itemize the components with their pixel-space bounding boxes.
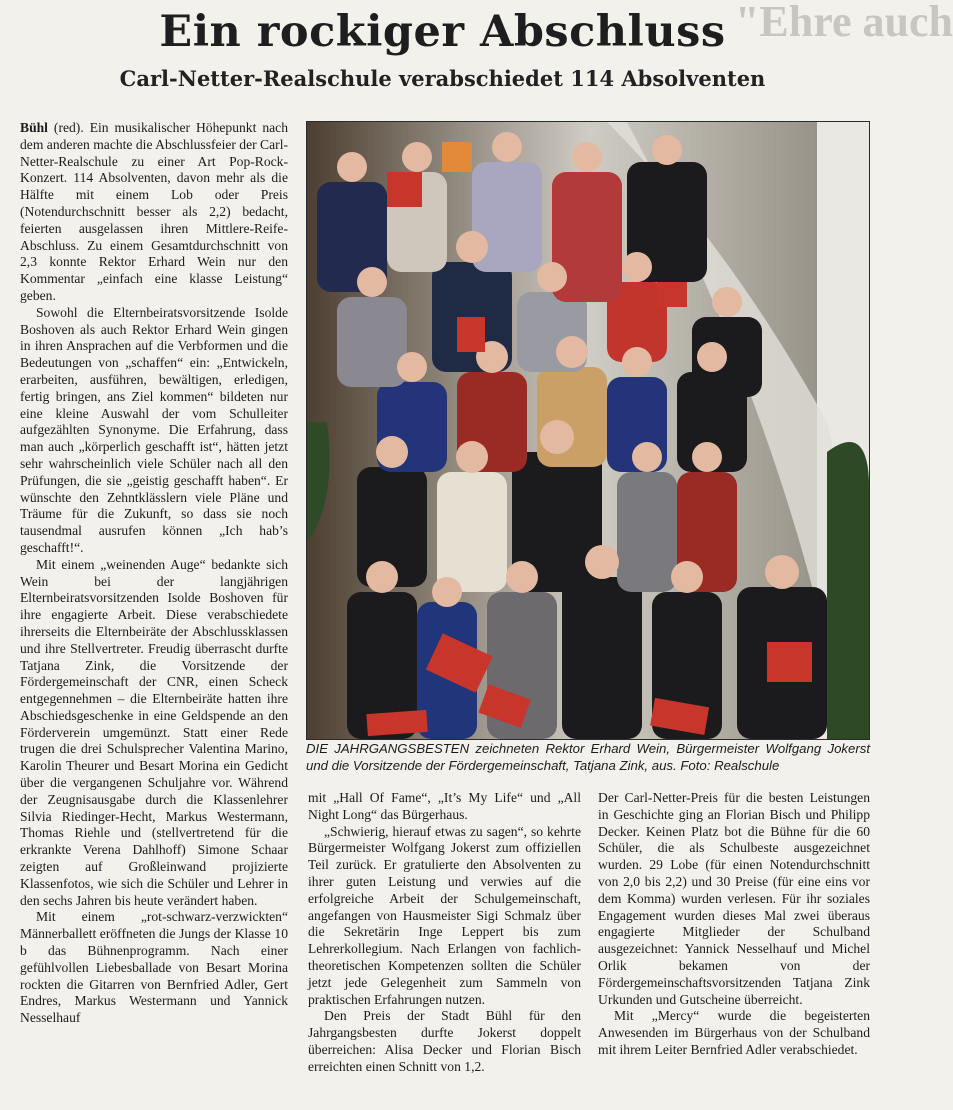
article-column-2 xyxy=(308,790,581,1076)
article-column-3 xyxy=(598,790,870,1059)
photo-credit: Foto: Realschule xyxy=(676,757,780,773)
photo-caption xyxy=(306,741,870,774)
paragraph-9: Mit „Mercy“ wurde die begeisterten Anwesenden im Bürgerhaus von der Schulband mit ihrem Leiter Bernfried Adler verabschiedet. xyxy=(598,1008,870,1057)
paragraph-8: Der Carl-Netter-Preis für die besten Leistungen in Geschichte ging an Florian Bisch und Philipp Decker. Keinen Platz bot die Bühne für die 60 Schüler, die als Schulbeste ausgezeichnet wurden. 29 Lobe (für einen Notendurchschnitt von 2,0 bis 2,2) und 30 Preise (für eine eins vor dem Komma) wurden verlesen. Für ihr soziales Engagement wurden dieses Mal zwei überaus engagierte Mitglieder der Schulband ausgezeichnet: Yannick Nesselhauf und Michel Orlik bekamen von der Fördergemeinschaftsvorsitzenden Tatjana Zink Urkunden und Gutscheine überreicht. xyxy=(598,790,870,1007)
group-photo-illustration xyxy=(307,122,869,739)
headline: Ein rockiger Abschluss xyxy=(159,7,726,57)
paragraph-4: Mit einem „rot-schwarz-verzwickten“ Männerballett eröffneten die Jungs der Klasse 10 b das Bühnenprogramm. Nach einer gefühlvollen Liebesballade von Besart Morina rockten die Gitarren von Bernfried Adler, Gert Endres, Markus Westermann und Yannick Nesselhauf xyxy=(20,909,288,1026)
caption-lead: DIE JAHRGANGSBESTEN xyxy=(306,741,470,756)
paragraph-6: „Schwierig, hierauf etwas zu sagen“, so kehrte Bürgermeister Wolfgang Jokerst zum offiziellen Teil zurück. Er gratulierte den Absolventen zu ihrer guten Leistung und verwies auf die erfolgreiche Arbeit der Schulgemeinschaft, angefangen von Hausmeister Sigi Schmalz über die Sekretärin Inge Leppert bis zum Lehrerkollegium. Nach Erlangen von fachlich-theoretischen Kompetenzen sollten die Schüler jetzt jede Gelegenheit zum Sammeln von praktischen Erfahrungen nutzen. xyxy=(308,823,581,1007)
group-photo xyxy=(306,121,870,740)
paragraph-2: Sowohl die Elternbeiratsvorsitzende Isolde Boshoven als auch Rektor Erhard Wein gingen in ihren Ansprachen auf die Verbformen und die Bedeutungen von „schaffen“ ein: „Entwickeln, erarbeiten, ausführen, bewältigen, erledigen, fertig bringen, ans Ziel kommen“ bildeten nur eine kleine Auswahl der vom Schulleiter aufgezählten Synonyme. Die Erfahrung, dass man auch „körperlich geschafft ist“, hätten jetzt sehr wahrscheinlich viele Schüler nach all den Prüfungen, die sie „geistig geschafft haben“. Er wünschte den Zehntklässlern viele Pläne und Träume für die Zukunft, so dass sie noch tausendmal ausrufen können „Ich hab’s geschafft!“. xyxy=(20,304,288,555)
paragraph-3: Mit einem „weinenden Auge“ bedankte sich Wein bei der langjährigen Elternbeiratsvorsitzenden Isolde Boshoven für ihre engagierte Arbeit. Diese verabschiedete ihrerseits die Elternbeiräte der Abschlussklassen und ihre Stellvertreter. Freudig überrascht durfte Tatjana Zink, die Vorsitzende der Fördergemeinschaft der CNR, einen Scheck entgegennehmen – die Elternbeiräte hatten ihre Abschiedsgeschenke in eine Geldspende an den Förderverein umgemünzt. Statt einer Rede trugen die drei Schulsprecher Valentina Marino, Karolin Theurer und Besart Morina ein Gedicht über die vergangenen Schuljahre vor. Während der Zeugnisausgabe durch die Klassenlehrer Silvia Riedinger-Hecht, Markus Westermann, Thomas Riehle und (stellvertretend für die erkrankte Verena Dahlhoff) Simone Schaar zeigten auf Großleinwand projizierte Klassenfotos, wie sich die Schüler und Lehrer in den sechs Jahren bis heute verändert haben. xyxy=(20,556,288,908)
caption-text: zeichneten Rektor Erhard Wein, Bürgermeister Wolfgang Jokerst und die Vorsitzende der Fördergemeinschaft, Tatjana Zink, aus. xyxy=(306,741,870,773)
article-column-1 xyxy=(20,120,288,1027)
paragraph-7: Den Preis der Stadt Bühl für den Jahrgangsbesten durfte Jokerst doppelt überreichen: Alisa Decker und Florian Bisch erreichten einen Schnitt von 1,2. xyxy=(308,1008,581,1074)
paragraph-5: mit „Hall Of Fame“, „It’s My Life“ und „All Night Long“ das Bürgerhaus. xyxy=(308,790,581,822)
adjacent-article-bleed: "Ehre auch xyxy=(735,0,953,46)
paragraph-1 xyxy=(20,120,288,305)
subheadline: Carl-Netter-Realschule verabschiedet 114 Absolventen xyxy=(119,66,766,91)
dateline-suffix: (red). xyxy=(47,120,90,135)
paragraph-1-text: Ein musikalischer Höhepunkt nach dem anderen machte die Abschlussfeier der Carl-Netter-Realschule zu einer Art Pop-Rock-Konzert. 114 Absolventen, davon mehr als die Hälfte mit einem Lob oder Preis (Notendurchschnitt besser als 2,2) bedacht, feierten ausgelassen ihren Mittlere-Reife-Abschluss. Zu einem Gesamtdurchschnitt von 2,3 konnte Rektor Erhard Wein nur den Kommentar „einfach eine klasse Leistung“ geben. xyxy=(20,120,288,303)
dateline: Bühl xyxy=(20,120,48,135)
